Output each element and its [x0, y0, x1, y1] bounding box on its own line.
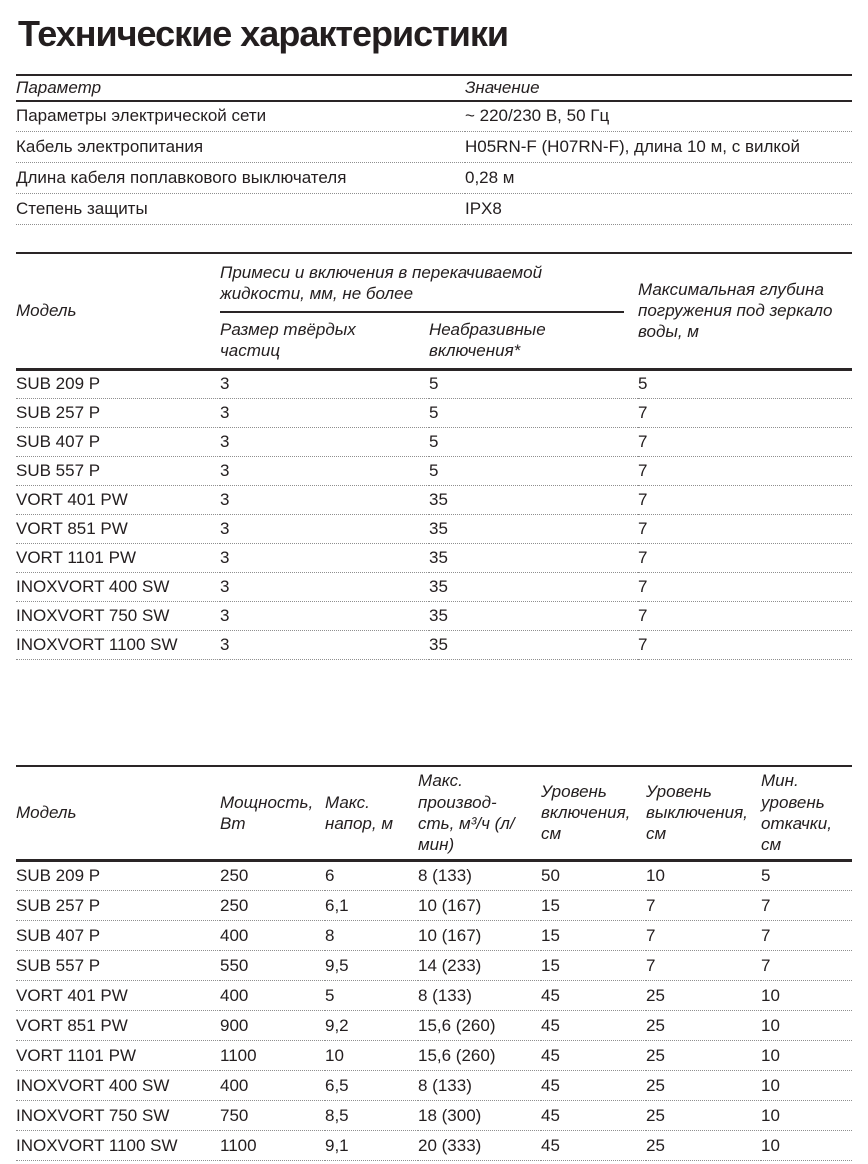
switch-on-level-column-header: Уровень включения, см	[541, 781, 631, 844]
switch-on-level-cell: 45	[541, 1131, 646, 1161]
particle-size-cell: 3	[220, 456, 429, 485]
model-cell: VORT 851 PW	[16, 1011, 220, 1041]
model-cell: VORT 401 PW	[16, 485, 220, 514]
depth-cell: 7	[638, 543, 852, 572]
max-head-cell: 5	[325, 981, 418, 1011]
solid-particles-column-header: Размер твёрдых частиц	[220, 320, 356, 361]
parameter-cell: Длина кабеля поплавкового выключателя	[16, 163, 465, 194]
max-head-cell: 6,5	[325, 1071, 418, 1101]
max-head-cell: 9,2	[325, 1011, 418, 1041]
parameter-cell: Параметры электрической сети	[16, 101, 465, 132]
depth-cell: 7	[638, 398, 852, 427]
min-pump-level-cell: 10	[761, 1131, 852, 1161]
performance-body	[16, 861, 852, 1161]
max-capacity-column-header: Макс. производ-сть, м³/ч (л/мин)	[418, 771, 515, 855]
min-pump-level-cell: 7	[761, 951, 852, 981]
switch-off-level-cell: 25	[646, 981, 761, 1011]
general-specs-body	[16, 101, 852, 225]
power-cell: 250	[220, 891, 325, 921]
min-pump-level-cell: 7	[761, 921, 852, 951]
switch-on-level-cell: 45	[541, 1101, 646, 1131]
power-cell: 900	[220, 1011, 325, 1041]
model-cell: SUB 407 P	[16, 427, 220, 456]
min-pump-level-cell: 10	[761, 1071, 852, 1101]
particle-size-cell: 3	[220, 485, 429, 514]
impurities-body	[16, 369, 852, 659]
depth-cell: 7	[638, 485, 852, 514]
depth-cell: 7	[638, 427, 852, 456]
power-cell: 1100	[220, 1041, 325, 1071]
table-row	[16, 921, 852, 951]
depth-cell: 7	[638, 572, 852, 601]
inclusions-cell: 5	[429, 456, 638, 485]
model-cell: SUB 257 P	[16, 891, 220, 921]
switch-on-level-cell: 45	[541, 1041, 646, 1071]
max-head-cell: 6	[325, 861, 418, 891]
header-row-group	[16, 253, 852, 313]
max-head-cell: 10	[325, 1041, 418, 1071]
depth-cell: 7	[638, 456, 852, 485]
model-cell: INOXVORT 750 SW	[16, 601, 220, 630]
value-cell: IPX8	[465, 194, 852, 225]
power-cell: 400	[220, 1071, 325, 1101]
particle-size-cell: 3	[220, 601, 429, 630]
switch-off-level-cell: 7	[646, 951, 761, 981]
particle-size-cell: 3	[220, 514, 429, 543]
max-head-cell: 8,5	[325, 1101, 418, 1131]
power-cell: 750	[220, 1101, 325, 1131]
min-pump-level-cell: 10	[761, 1041, 852, 1071]
model-cell: SUB 209 P	[16, 861, 220, 891]
table-row	[16, 485, 852, 514]
particle-size-cell: 3	[220, 369, 429, 398]
model-cell: INOXVORT 750 SW	[16, 1101, 220, 1131]
depth-cell: 5	[638, 369, 852, 398]
general-specs-header	[16, 75, 852, 101]
model-cell: SUB 209 P	[16, 369, 220, 398]
model-cell: VORT 1101 PW	[16, 543, 220, 572]
inclusions-cell: 35	[429, 514, 638, 543]
switch-off-level-cell: 25	[646, 1011, 761, 1041]
power-column-header: Мощность, Вт	[220, 792, 314, 833]
table-row	[16, 1011, 852, 1041]
particle-size-cell: 3	[220, 543, 429, 572]
max-depth-column-header: Максимальная глубина погружения под зеркало воды, м	[638, 279, 833, 342]
table-row	[16, 572, 852, 601]
impurities-table	[16, 252, 852, 660]
switch-off-level-cell: 25	[646, 1101, 761, 1131]
min-pump-level-cell: 10	[761, 1011, 852, 1041]
max-capacity-cell: 10 (167)	[418, 891, 541, 921]
table-row	[16, 194, 852, 225]
switch-off-level-cell: 25	[646, 1131, 761, 1161]
impurities-group-header	[220, 253, 638, 313]
table-row	[16, 630, 852, 659]
table-row	[16, 1101, 852, 1131]
power-cell: 550	[220, 951, 325, 981]
value-cell: ~ 220/230 В, 50 Гц	[465, 101, 852, 132]
switch-on-level-cell: 45	[541, 1011, 646, 1041]
table-row	[16, 456, 852, 485]
model-cell: VORT 1101 PW	[16, 1041, 220, 1071]
inclusions-cell: 35	[429, 572, 638, 601]
inclusions-cell: 5	[429, 427, 638, 456]
max-capacity-cell: 8 (133)	[418, 1071, 541, 1101]
table-row	[16, 981, 852, 1011]
switch-on-level-cell: 45	[541, 981, 646, 1011]
inclusions-cell: 35	[429, 630, 638, 659]
model-cell: INOXVORT 400 SW	[16, 1071, 220, 1101]
min-pump-level-cell: 10	[761, 981, 852, 1011]
impurities-header	[16, 253, 852, 369]
model-column-header: Модель	[16, 803, 77, 823]
max-capacity-cell: 15,6 (260)	[418, 1041, 541, 1071]
impurities-group-header-text: Примеси и включения в перекачиваемой жидкости, мм, не более	[220, 262, 624, 314]
table-row	[16, 861, 852, 891]
model-cell: INOXVORT 1100 SW	[16, 1131, 220, 1161]
particle-size-cell: 3	[220, 572, 429, 601]
max-head-cell: 9,1	[325, 1131, 418, 1161]
max-head-column-header: Макс. напор, м	[325, 792, 393, 833]
depth-cell: 7	[638, 514, 852, 543]
max-head-cell: 9,5	[325, 951, 418, 981]
min-pump-level-cell: 5	[761, 861, 852, 891]
parameter-cell: Кабель электропитания	[16, 132, 465, 163]
table-row	[16, 1041, 852, 1071]
model-cell: INOXVORT 1100 SW	[16, 630, 220, 659]
model-cell: SUB 257 P	[16, 398, 220, 427]
table-row	[16, 543, 852, 572]
table-row	[16, 1131, 852, 1161]
value-cell: 0,28 м	[465, 163, 852, 194]
header-row	[16, 766, 852, 861]
value-column-header: Значение	[465, 77, 540, 97]
table-row	[16, 891, 852, 921]
table-row	[16, 601, 852, 630]
value-cell: H05RN-F (H07RN-F), длина 10 м, с вилкой	[465, 132, 852, 163]
max-capacity-cell: 15,6 (260)	[418, 1011, 541, 1041]
inclusions-cell: 35	[429, 601, 638, 630]
performance-header	[16, 766, 852, 861]
table-row	[16, 132, 852, 163]
max-capacity-cell: 18 (300)	[418, 1101, 541, 1131]
inclusions-cell: 5	[429, 398, 638, 427]
max-capacity-cell: 8 (133)	[418, 981, 541, 1011]
switch-off-level-cell: 7	[646, 891, 761, 921]
switch-off-level-cell: 7	[646, 921, 761, 951]
power-cell: 400	[220, 921, 325, 951]
table-row	[16, 514, 852, 543]
particle-size-cell: 3	[220, 630, 429, 659]
table-row	[16, 427, 852, 456]
table-row	[16, 369, 852, 398]
model-cell: SUB 557 P	[16, 951, 220, 981]
performance-table	[16, 765, 852, 1162]
switch-on-level-cell: 50	[541, 861, 646, 891]
model-cell: VORT 851 PW	[16, 514, 220, 543]
max-head-cell: 8	[325, 921, 418, 951]
particle-size-cell: 3	[220, 427, 429, 456]
model-column-header: Модель	[16, 301, 77, 321]
table-row	[16, 951, 852, 981]
parameter-column-header: Параметр	[16, 77, 102, 97]
model-cell: SUB 407 P	[16, 921, 220, 951]
max-capacity-cell: 20 (333)	[418, 1131, 541, 1161]
max-head-cell: 6,1	[325, 891, 418, 921]
table-row	[16, 1071, 852, 1101]
table-row	[16, 101, 852, 132]
switch-on-level-cell: 15	[541, 921, 646, 951]
model-cell: SUB 557 P	[16, 456, 220, 485]
switch-off-level-cell: 25	[646, 1071, 761, 1101]
table-row	[16, 163, 852, 194]
general-specs-table	[16, 74, 852, 226]
model-cell: VORT 401 PW	[16, 981, 220, 1011]
power-cell: 250	[220, 861, 325, 891]
switch-on-level-cell: 45	[541, 1071, 646, 1101]
switch-on-level-cell: 15	[541, 951, 646, 981]
inclusions-cell: 35	[429, 485, 638, 514]
page-title: Технические характеристики	[18, 13, 509, 54]
switch-on-level-cell: 15	[541, 891, 646, 921]
switch-off-level-cell: 25	[646, 1041, 761, 1071]
model-cell: INOXVORT 400 SW	[16, 572, 220, 601]
particle-size-cell: 3	[220, 398, 429, 427]
depth-cell: 7	[638, 630, 852, 659]
max-capacity-cell: 8 (133)	[418, 861, 541, 891]
min-pump-level-cell: 10	[761, 1101, 852, 1131]
max-capacity-cell: 14 (233)	[418, 951, 541, 981]
depth-cell: 7	[638, 601, 852, 630]
parameter-cell: Степень защиты	[16, 194, 465, 225]
table-row	[16, 398, 852, 427]
max-capacity-cell: 10 (167)	[418, 921, 541, 951]
switch-off-level-column-header: Уровень выключения, см	[646, 781, 748, 844]
switch-off-level-cell: 10	[646, 861, 761, 891]
min-pump-level-cell: 7	[761, 891, 852, 921]
inclusions-cell: 35	[429, 543, 638, 572]
min-pump-level-column-header: Мин. уровень откачки, см	[761, 771, 832, 855]
header-row	[16, 75, 852, 101]
inclusions-cell: 5	[429, 369, 638, 398]
non-abrasive-column-header: Неабразивные включения*	[429, 320, 546, 361]
power-cell: 1100	[220, 1131, 325, 1161]
power-cell: 400	[220, 981, 325, 1011]
